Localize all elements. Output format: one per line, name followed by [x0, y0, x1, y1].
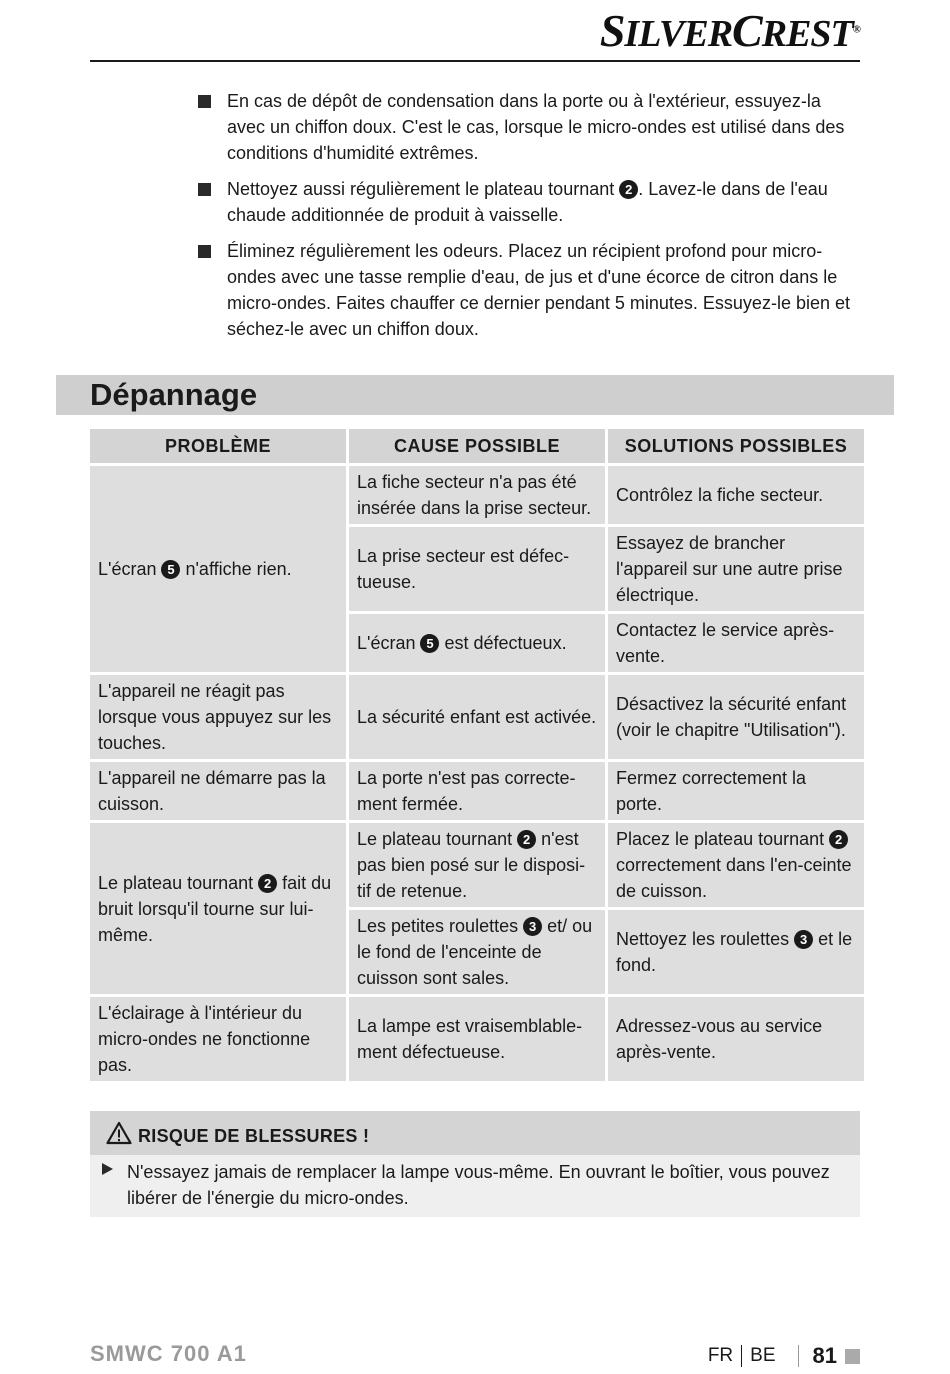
- part-number-badge: 2: [829, 830, 848, 849]
- part-number-badge: 2: [258, 874, 277, 893]
- part-number-badge: 2: [517, 830, 536, 849]
- brand-logo: SILVERCREST®: [599, 5, 860, 56]
- table-row: [90, 675, 864, 759]
- troubleshooting-table: [87, 426, 867, 1084]
- square-bullet-icon: [198, 183, 211, 196]
- part-number-badge: 3: [523, 917, 542, 936]
- section-header-bar: [56, 375, 894, 415]
- arrow-bullet-icon: [102, 1163, 113, 1175]
- column-header-cause: CAUSE POSSIBLE: [349, 429, 605, 463]
- table-row: [90, 466, 864, 524]
- table-header-row: [90, 429, 864, 463]
- cause-cell: L'écran 5 est défectueux.: [349, 614, 605, 672]
- divider: [798, 1345, 799, 1367]
- square-marker-icon: [845, 1349, 860, 1364]
- section-title: Dépannage: [90, 377, 258, 412]
- solution-cell: Fermez correctement la porte.: [608, 762, 864, 820]
- model-number: SMWC 700 A1: [90, 1341, 247, 1366]
- solution-cell: Adressez-vous au service après-vente.: [608, 997, 864, 1081]
- warning-box: [90, 1111, 860, 1217]
- part-number-badge: 2: [619, 180, 638, 199]
- solution-cell: Placez le plateau tournant 2 correctement dans l'en-ceinte de cuisson.: [608, 823, 864, 907]
- warning-body: [90, 1155, 860, 1211]
- divider: [741, 1345, 742, 1367]
- cleaning-bullet-list: [198, 88, 860, 352]
- language-code: BE: [750, 1345, 776, 1366]
- cause-cell: Le plateau tournant 2 n'est pas bien posé sur le disposi-tif de retenue.: [349, 823, 605, 907]
- list-item: En cas de dépôt de condensation dans la porte ou à l'extérieur, essuyez-la avec un chiffon doux. C'est le cas, lorsque le micro-ondes est utilisé dans des conditions d'humidité extrêmes.: [198, 88, 860, 166]
- list-item: Nettoyez aussi régulièrement le plateau tournant 2 . Lavez-le dans de l'eau chaude additionnée de produit à vaisselle.: [198, 176, 860, 228]
- page-footer: [708, 1343, 860, 1369]
- solution-cell: Nettoyez les roulettes 3 et le fond.: [608, 910, 864, 994]
- table-row: [90, 762, 864, 820]
- page-number: 81: [812, 1343, 837, 1368]
- problem-cell: L'appareil ne démarre pas la cuisson.: [90, 762, 346, 820]
- cause-cell: La sécurité enfant est activée.: [349, 675, 605, 759]
- problem-cell: Le plateau tournant 2 fait du bruit lorsqu'il tourne sur lui-même.: [90, 823, 346, 994]
- column-header-problem: PROBLÈME: [90, 429, 346, 463]
- solution-cell: Essayez de brancher l'appareil sur une autre prise électrique.: [608, 527, 864, 611]
- page-header: [90, 0, 860, 62]
- warning-triangle-icon: [106, 1121, 132, 1145]
- warning-header: [90, 1111, 860, 1155]
- cause-cell: La prise secteur est défec-tueuse.: [349, 527, 605, 611]
- cause-cell: La lampe est vraisemblable-ment défectueuse.: [349, 997, 605, 1081]
- square-bullet-icon: [198, 95, 211, 108]
- part-number-badge: 3: [794, 930, 813, 949]
- solution-cell: Désactivez la sécurité enfant (voir le chapitre "Utilisation").: [608, 675, 864, 759]
- problem-cell: L'appareil ne réagit pas lorsque vous appuyez sur les touches.: [90, 675, 346, 759]
- problem-cell: L'écran 5 n'affiche rien.: [90, 466, 346, 672]
- cause-cell: Les petites roulettes 3 et/ ou le fond de l'enceinte de cuisson sont sales.: [349, 910, 605, 994]
- language-code: FR: [707, 1345, 734, 1366]
- cause-cell: La porte n'est pas correcte-ment fermée.: [349, 762, 605, 820]
- square-bullet-icon: [198, 245, 211, 258]
- warning-title: RISQUE DE BLESSURES !: [138, 1126, 370, 1146]
- part-number-badge: 5: [420, 634, 439, 653]
- table-row: [90, 823, 864, 907]
- part-number-badge: 5: [161, 560, 180, 579]
- solution-cell: Contactez le service après-vente.: [608, 614, 864, 672]
- list-item: Éliminez régulièrement les odeurs. Placez un récipient profond pour micro-ondes avec une tasse remplie d'eau, de jus et d'une écorce de citron dans le micro-ondes. Faites chauffer ce dernier pendant 5 minutes. Essuyez-le bien et séchez-le avec un chiffon doux.: [198, 238, 860, 342]
- cause-cell: La fiche secteur n'a pas été insérée dans la prise secteur.: [349, 466, 605, 524]
- problem-cell: L'éclairage à l'intérieur du micro-ondes ne fonctionne pas.: [90, 997, 346, 1081]
- table-row: [90, 997, 864, 1081]
- warning-text: N'essayez jamais de remplacer la lampe vous-même. En ouvrant le boîtier, vous pouvez libérer de l'énergie du micro-ondes.: [127, 1162, 830, 1208]
- solution-cell: Contrôlez la fiche secteur.: [608, 466, 864, 524]
- column-header-solution: SOLUTIONS POSSIBLES: [608, 429, 864, 463]
